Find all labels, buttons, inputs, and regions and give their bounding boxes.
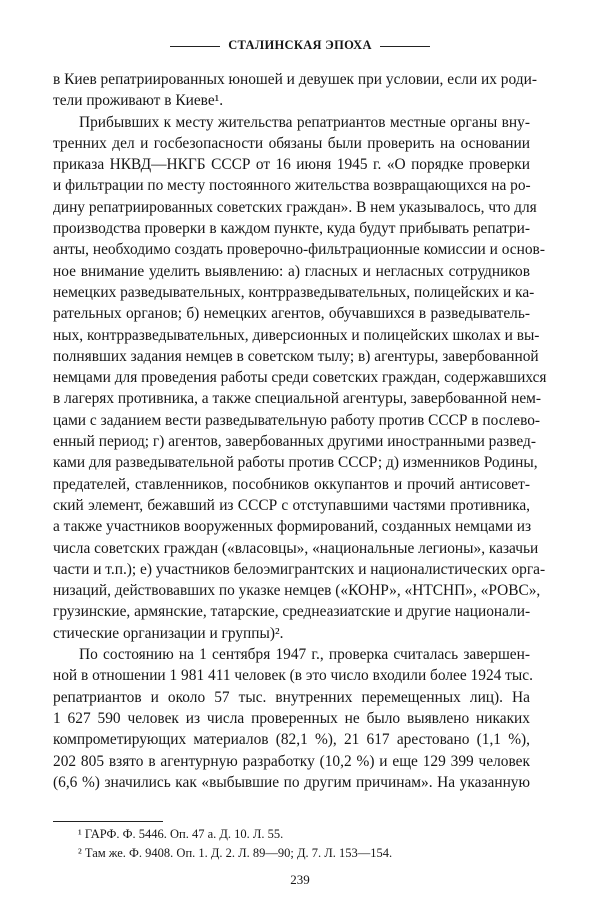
text-line: числа советских граждан («власовцы», «национальные легионы», казачьи xyxy=(53,539,539,557)
text-line: предателей, ставленников, пособников оккупантов и прочий антисовет- xyxy=(53,475,530,493)
paragraph xyxy=(53,112,547,644)
footnote-divider xyxy=(53,821,163,822)
footnote-2: ² Там же. Ф. 9408. Оп. 1. Д. 2. Л. 89—90; Д. 7. Л. 153—154. xyxy=(78,846,393,860)
footnotes xyxy=(78,825,392,863)
header-rule-left xyxy=(170,46,220,47)
paragraph xyxy=(53,644,533,793)
text-line: приказа НКВД—НКГБ СССР от 16 июня 1945 г. «О порядке проверки xyxy=(53,156,530,174)
text-line: репатриантов и около 57 тыс. внутренних перемещенных лиц). На xyxy=(53,688,530,706)
header-rule-right xyxy=(380,46,430,47)
text-line: (6,6 %) значились как «выбывшие по другим причинам». На указанную xyxy=(53,773,530,791)
footnote-1: ¹ ГАРФ. Ф. 5446. Оп. 47 а. Д. 10. Л. 55. xyxy=(78,827,284,841)
text-line: 1 627 590 человек из числа проверенных не было выявлено никаких xyxy=(53,709,530,727)
text-line: немецких разведывательных, контрразведывательных, полицейских и ка- xyxy=(53,283,535,301)
page-number: 239 xyxy=(290,872,310,887)
text-line: в Киев репатриированных юношей и девушек при условии, если их роди- xyxy=(53,71,537,88)
text-line: цами с заданием вести разведывательную работу против СССР в послево- xyxy=(53,411,541,429)
text-line: 202 805 взято в агентурную разработку (10,2 %) и еще 129 399 человек xyxy=(53,752,530,770)
text-line: тели проживают в Киеве¹. xyxy=(53,92,224,110)
text-line: По состоянию на 1 сентября 1947 г., проверка считалась завершен- xyxy=(79,646,530,664)
text-line: части и т.п.); е) участников белоэмигрантских и националистических орга- xyxy=(53,560,546,578)
text-line: низаций, действовавших по указке немцев («КОНР», «НТСНП», «РОВС», xyxy=(53,582,541,600)
text-line: компрометирующих материалов (82,1 %), 21 617 арестовано (1,1 %), xyxy=(53,731,530,749)
text-line: полнявших задания немцев в советском тылу; в) агентуры, завербованной xyxy=(53,347,539,365)
text-line: Прибывших к месту жительства репатриантов местные органы вну- xyxy=(79,113,530,131)
text-line: немцами для проведения работы среди советских граждан, содержавшихся xyxy=(53,369,547,387)
running-header xyxy=(0,38,600,53)
text-line: стические организации и группы)². xyxy=(53,624,284,642)
text-line: ский элемент, бежавший из СССР с отступавшими частями противника, xyxy=(53,496,530,514)
paragraph xyxy=(53,69,537,112)
text-line: и фильтрации по месту постоянного жительства возвращающихся на ро- xyxy=(53,177,531,195)
text-line: тренних дел и госбезопасности обязаны были проверить на основании xyxy=(53,134,530,152)
text-line: грузинские, армянские, татарские, среднеазиатские и другие национали- xyxy=(53,603,531,621)
text-line: енный период; г) агентов, завербованных другими иностранными развед- xyxy=(53,433,537,451)
body-text xyxy=(53,69,547,793)
text-line: а также участников вооруженных формирований, созданных немцами из xyxy=(53,518,532,536)
text-line: в лагерях противника, а также специальной агентуры, завербованной нем- xyxy=(53,390,542,408)
text-line: анты, необходимо создать проверочно-фильтрационные комиссии и основ- xyxy=(53,241,545,259)
text-line: производства проверки в каждом пункте, куда будут прибывать репатри- xyxy=(53,220,530,238)
text-line: ками для разведывательной работы против СССР; д) изменников Родины, xyxy=(53,454,538,472)
text-line: ное внимание уделить выявлению: а) гласных и негласных сотрудников xyxy=(53,262,530,280)
text-line: ной в отношении 1 981 411 человек (в это число входили более 1924 тыс. xyxy=(53,667,533,685)
text-line: ных, контрразведывательных, диверсионных и полицейских школах и вы- xyxy=(53,326,540,344)
text-line: дину репатриированных советских граждан». В нем указывалось, что для xyxy=(53,198,537,216)
running-title: СТАЛИНСКАЯ ЭПОХА xyxy=(228,38,372,52)
text-line: рательных органов; б) немецких агентов, обучавшихся в разведыватель- xyxy=(53,305,530,323)
